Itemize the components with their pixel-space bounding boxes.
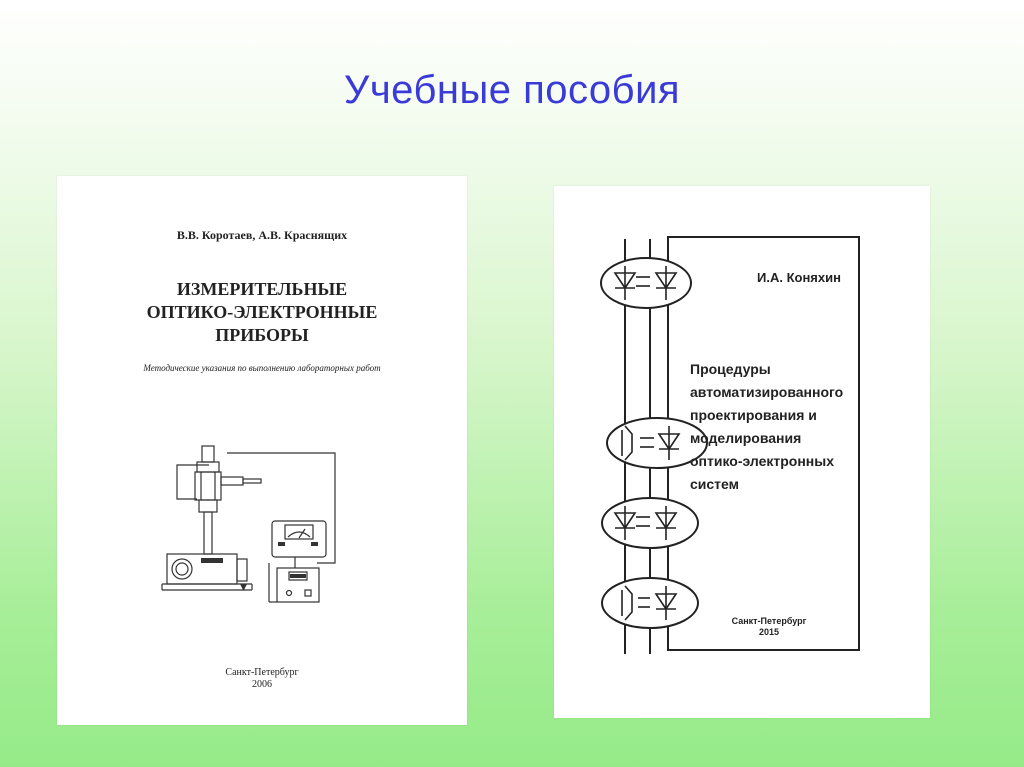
book-year: 2006 <box>252 679 272 690</box>
book-imprint <box>57 667 467 691</box>
book-imprint <box>714 616 824 638</box>
book-title-line: ИЗМЕРИТЕЛЬНЫЕ <box>176 279 348 299</box>
book-title-line: Процедуры <box>690 361 771 377</box>
book-title-line: автоматизированного <box>690 384 844 400</box>
book-cover-right <box>554 186 930 718</box>
book-title-line: систем <box>690 476 739 492</box>
instrument-diagram <box>157 441 377 611</box>
book-year: 2015 <box>758 627 780 637</box>
book-title-line: проектирования и <box>690 407 817 423</box>
book-city: Санкт-Петербург <box>225 667 299 678</box>
book-title-line: моделирования <box>690 430 802 446</box>
book-cover-left <box>57 176 467 725</box>
book-title-line: ОПТИКО-ЭЛЕКТРОННЫЕ <box>146 302 378 322</box>
book-title-line: ПРИБОРЫ <box>215 325 309 345</box>
book-title <box>57 278 467 347</box>
book-title <box>690 358 860 496</box>
book-subtitle: Методические указания по выполнению лабораторных работ <box>143 363 381 373</box>
slide-title: Учебные пособия <box>343 68 681 112</box>
book-authors: В.В. Коротаев, А.В. Краснящих <box>176 228 348 242</box>
book-title-line: оптико-электронных <box>690 453 835 469</box>
book-author: И.А. Коняхин <box>757 270 841 285</box>
book-city: Санкт-Петербург <box>731 616 807 626</box>
